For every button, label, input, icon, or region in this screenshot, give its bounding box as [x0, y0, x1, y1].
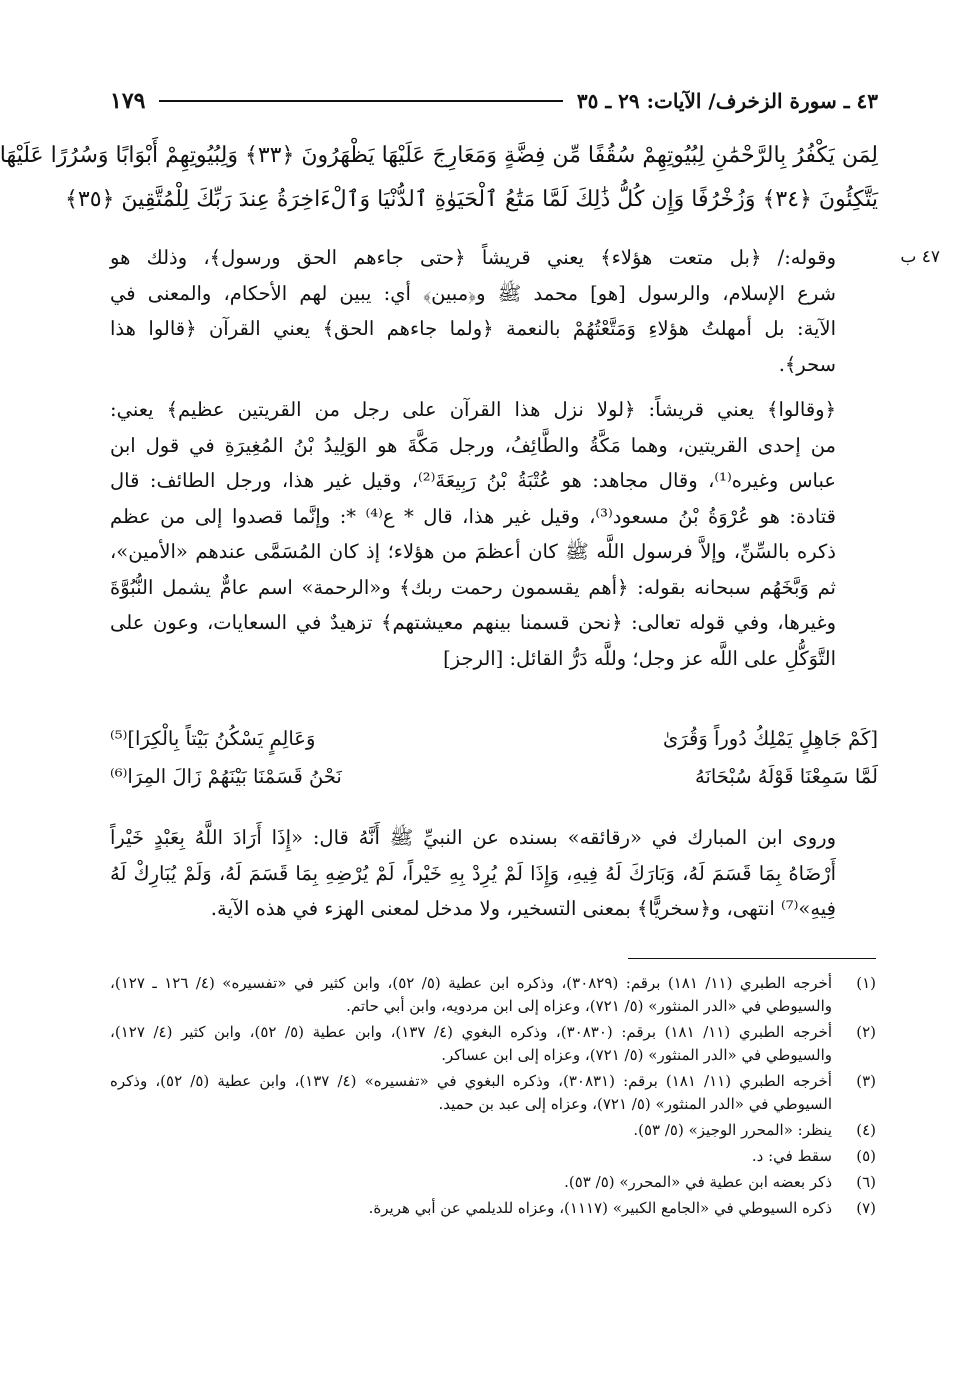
text-line: ﴿وقالوا﴾ يعني قريشاً: ﴿لولا نزل هذا القرآن على رجل من القريتين عظيم﴾ يعني:: [110, 398, 836, 421]
running-title: ٤٣ ـ سورة الزخرف/ الآيات: ٢٩ ـ ٣٥: [576, 89, 878, 113]
footnote: [110, 1171, 876, 1194]
text-line: عباس وغيره⁽¹⁾، وقال مجاهد: هو عُتْبَةُ بْنُ رَبِيعَةَ⁽²⁾، وقيل غير هذا، ورجل الطائف: قال: [110, 469, 836, 492]
poem-first-hemistich: لَمَّا سَمِعْنَا قَوْلَهُ سُبْحَانَهُ: [694, 765, 878, 788]
footnote: [110, 1070, 876, 1116]
text-line: وروى ابن المبارك في «رقائقه» بسنده عن النبيِّ ﷺ أَنَّهُ قال: «إِذَا أَرَادَ اللَّهُ بِعَبْدٍ خَيْراً: [110, 826, 836, 849]
quran-line: يَتَّكِئُونَ ﴿٣٤﴾ وَزُخْرُفًا وَإِن كُلُّ ذَٰلِكَ لَمَّا مَتَٰعُ ٱلْحَيَوٰةِ ٱلدُّنْيَا وَٱلْءَاخِرَةُ عِندَ رَبِّكَ لِلْمُتَّقِينَ ﴿٣٥﴾: [65, 187, 878, 212]
footnote-number: (١): [856, 974, 876, 992]
footnote: [110, 1197, 876, 1220]
margin-folio-note: ٤٧ ب: [900, 247, 940, 267]
text-line: وقوله:/ ﴿بل متعت هؤلاء﴾ يعني قريشاً ﴿حتى جاءهم الحق ورسول﴾، وذلك هو: [110, 246, 836, 269]
quran-line: لِمَن يَكْفُرُ بِالرَّحْمَٰنِ لِبُيُوتِهِمْ سُقُفًا مِّن فِضَّةٍ وَمَعَارِجَ عَلَيْهَا يَظْهَرُونَ ﴿٣٣﴾ وَلِبُيُوتِهِمْ أَبْوَابًا وَسُرُرًا عَلَيْهَا: [0, 143, 878, 168]
commentary-body: [110, 240, 880, 676]
page-number: ١٧٩: [110, 88, 146, 114]
paragraph: [110, 820, 880, 927]
text-line: ثم وَبَّخَهُم سبحانه بقوله: ﴿أهم يقسمون رحمت ربك﴾ و«الرحمة» اسم عامٌّ يشمل النُّبُوَّةَ: [110, 575, 836, 599]
footnote-number: (٧): [856, 1199, 876, 1217]
footnote-text: ذكره السيوطي في «الجامع الكبير» (١١١٧)، وعزاه للديلمي عن أبي هريرة.: [368, 1199, 832, 1217]
text-line: من إحدى القريتين، وهما مَكَّةُ والطَّائِفُ، ورجل مَكَّةَ هو الوَلِيدُ بْنُ المُغِيرَةِ في قول ابن: [110, 433, 836, 457]
text-line: قتادة: هو عُرْوَةُ بْنُ مسعود⁽³⁾، وقيل غير هذا، قال * ع⁽⁴⁾ *: وإنَّما قصدوا إلى من عظم: [110, 504, 836, 528]
poem-first-hemistich: [كَمْ جَاهِلٍ يَمْلِكُ دُوراً وَقُرَىٰ: [663, 727, 878, 750]
text-line: شرع الإسلام، والرسول [هو] محمد ﷺ و﴿مبين﴾ أي: يبين لهم الأحكام، والمعنى في: [110, 281, 836, 305]
footnote: [110, 1119, 876, 1142]
footnote-number: (٢): [856, 1023, 876, 1041]
footnote-number: (٤): [856, 1121, 876, 1139]
footnotes: [110, 972, 876, 1223]
footnote: [110, 1145, 876, 1168]
paragraph: [110, 240, 880, 382]
text-line: أَرْضَاهُ بِمَا قَسَمَ لَهُ، وَبَارَكَ لَهُ فِيهِ، وَإِذَا لَمْ يُرِدْ بِهِ خَيْراً، لَمْ يُرْضِهِ بِمَا قَسَمَ لَهُ، وَلَمْ يُبَارِكْ لَهُ: [110, 861, 836, 885]
footnote-text: أخرجه الطبري (١١/ ١٨١) برقم: (٣٠٨٢٩)، وذكره ابن عطية (٥/ ٥٢)، وابن كثير في «تفسيره» (٤/ ١٢٦ ـ ١٢٧)، والسيوطي في «الدر المنثور» (٥/ ٧٢١)، وعزاه إلى ابن مردويه، وابن أبي حاتم.: [110, 974, 832, 1015]
commentary-body-continued: [110, 820, 880, 927]
paragraph: [110, 392, 880, 676]
header-rule: [159, 100, 562, 102]
footnote: [110, 972, 876, 1018]
footnote-text: أخرجه الطبري (١١/ ١٨١) برقم: (٣٠٨٣١)، وذكره البغوي في «تفسيره» (٤/ ١٣٧)، وابن عطية (٥/ ٥٢)، وذكره السيوطي في «الدر المنثور» (٥/ ٧٢١)، وعزاه إلى عبد بن حميد.: [110, 1072, 832, 1113]
text-line: الآية: بل أمهلتُ هؤلاءِ وَمَتَّعْتُهُمْ بالنعمة ﴿ولما جاءهم الحق﴾ يعني القرآن ﴿قالوا هذا: [110, 317, 836, 340]
poem-verse: [110, 758, 878, 796]
text-line: سحر﴾.: [778, 352, 836, 376]
text-line: وغيرها، وفي قوله تعالى: ﴿نحن قسمنا بينهم معيشتهم﴾ تزهيدٌ في السعايات، وعون على: [110, 611, 836, 634]
footnote-number: (٥): [856, 1147, 876, 1165]
footnote-text: سقط في: د.: [751, 1147, 832, 1165]
text-line: ذكره بالسِّنِّ، وإلاَّ فرسول اللَّه ﷺ كان أعظمَ من هؤلاء؛ إذ كان المُسَمَّى عندهم «الأمين»،: [110, 540, 836, 563]
footnote-text: ينظر: «المحرر الوجيز» (٥/ ٥٣).: [633, 1121, 832, 1139]
text-line: فِيهِ»⁽⁷⁾ انتهى، و﴿سخريًّا﴾ بمعنى التسخير، ولا مدخل لمعنى الهزء في هذه الآية.: [210, 897, 836, 920]
footnote-text: ذكر بعضه ابن عطية في «المحرر» (٥/ ٥٣).: [564, 1173, 832, 1191]
poem-second-hemistich: نَحْنُ قَسَمْنَا بَيْنَهُمْ زَالَ المِرَا⁽⁶⁾: [110, 765, 342, 788]
poem: [110, 720, 878, 796]
page-header: [110, 84, 878, 118]
poem-second-hemistich: وَعَالِمٍ يَسْكُنُ بَيْتاً بِالْكِرَا]⁽⁵⁾: [110, 727, 316, 750]
footnote: [110, 1021, 876, 1067]
footnote-number: (٦): [856, 1173, 876, 1191]
footnote-separator: [628, 958, 876, 959]
poem-verse: [110, 720, 878, 758]
footnote-text: أخرجه الطبري (١١/ ١٨١) برقم: (٣٠٨٣٠)، وذكره البغوي (٤/ ١٣٧)، وابن عطية (٥/ ٥٢)، وابن كثير (٤/ ١٢٧)، والسيوطي في «الدر المنثور» (٥/ ٧٢١)، وعزاه إلى ابن عساكر.: [110, 1023, 833, 1064]
footnote-number: (٣): [856, 1072, 876, 1090]
text-line: التَّوَكُّلِ على اللَّه عز وجل؛ وللَّه دَرُّ القائل: [الرجز]: [443, 646, 836, 670]
quran-verses: [0, 134, 878, 222]
